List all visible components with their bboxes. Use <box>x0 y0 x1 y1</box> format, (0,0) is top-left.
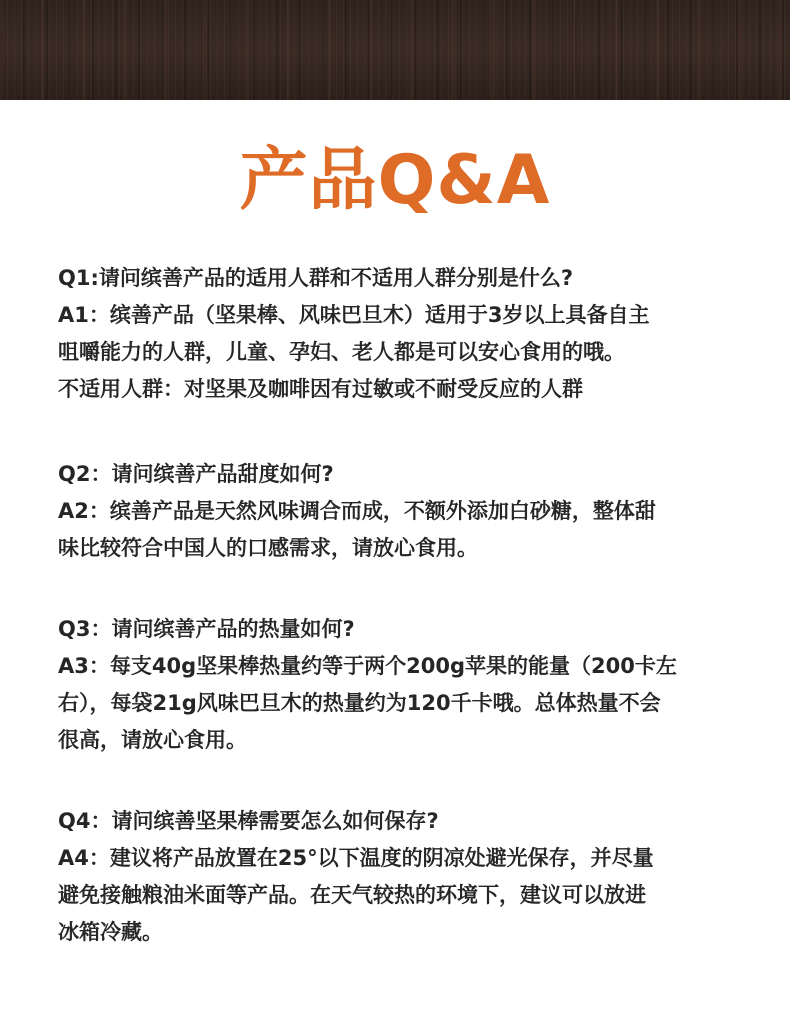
answer-3-line-3: 很高，请放心食用。 <box>58 728 247 752</box>
qa-item-4 <box>58 803 748 951</box>
question-1: Q1:请问缤善产品的适用人群和不适用人群分别是什么? <box>58 266 574 290</box>
answer-3-line-2: 右），每袋21g风味巴旦木的热量约为120千卡哦。总体热量不会 <box>58 691 661 715</box>
answer-4-line-1: A4：建议将产品放置在25°以下温度的阴凉处避光保存，并尽量 <box>58 846 654 870</box>
answer-2-line-1: A2：缤善产品是天然风味调合而成，不额外添加白砂糖，整体甜 <box>58 499 656 523</box>
answer-3-line-1: A3：每支40g坚果棒热量约等于两个200g苹果的能量（200卡左 <box>58 654 677 678</box>
answer-1-line-1: A1：缤善产品（坚果棒、风味巴旦木）适用于3岁以上具备自主 <box>58 303 650 327</box>
wood-header-banner <box>0 0 790 100</box>
qa-item-2 <box>58 456 748 567</box>
qa-item-3 <box>58 611 748 759</box>
question-3: Q3：请问缤善产品的热量如何? <box>58 617 355 641</box>
answer-1-line-3: 不适用人群：对坚果及咖啡因有过敏或不耐受反应的人群 <box>58 377 583 401</box>
qa-list <box>58 260 748 995</box>
answer-2-line-2: 味比较符合中国人的口感需求，请放心食用。 <box>58 536 478 560</box>
answer-4-line-2: 避免接触粮油米面等产品。在天气较热的环境下，建议可以放进 <box>58 883 646 907</box>
qa-item-1 <box>58 260 748 408</box>
question-4: Q4：请问缤善坚果棒需要怎么如何保存? <box>58 809 439 833</box>
question-2: Q2：请问缤善产品甜度如何? <box>58 462 334 486</box>
answer-1-line-2: 咀嚼能力的人群，儿童、孕妇、老人都是可以安心食用的哦。 <box>58 340 625 364</box>
page-title: 产品Q&A <box>239 141 551 220</box>
answer-4-line-3: 冰箱冷藏。 <box>58 920 163 944</box>
